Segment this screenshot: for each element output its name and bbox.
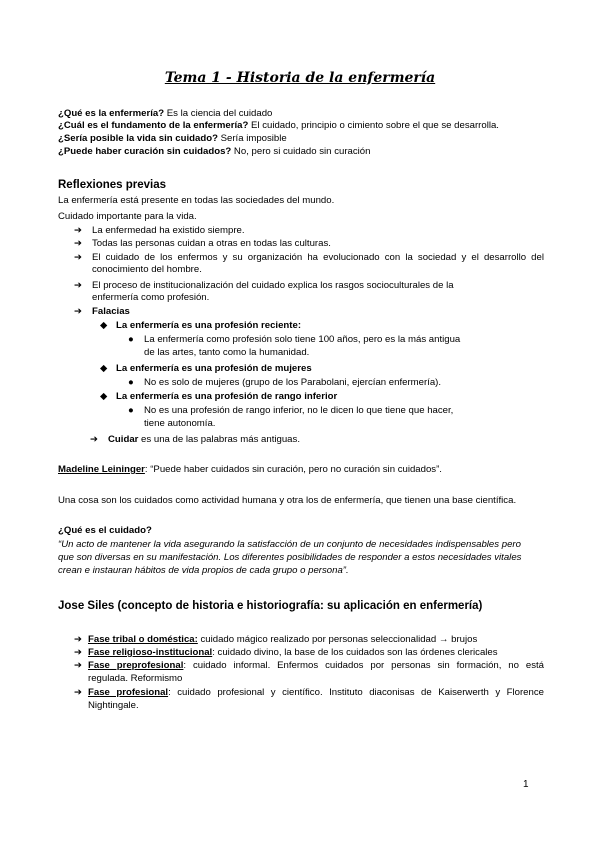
falacia-text: No es una profesión de rango inferior, no le dicen lo que tiene que hacer,	[144, 405, 454, 416]
quote-line: “Un acto de mantener la vida asegurando la satisfacción de un conjunto de necesidades indispensables pero	[58, 539, 521, 550]
falacia-text: No es solo de mujeres (grupo de los Parabolani, ejercían enfermería).	[144, 377, 442, 388]
falacia-text: La enfermería como profesión solo tiene 100 años, pero es la más antigua	[144, 334, 461, 345]
list-item: Todas las personas cuidan a otras en todas las culturas.	[92, 238, 331, 249]
section-heading: Reflexiones previas	[58, 179, 167, 191]
arrow-icon: ➔	[74, 280, 83, 291]
cuidar-text: es una de las palabras más antiguas.	[138, 434, 300, 445]
intro-line: ¿Cuál es el fundamento de la enfermería? El cuidado, principio o cimiento sobre el que se desarrolla.	[58, 120, 499, 131]
list-item-cont: conocimiento del hombre.	[92, 264, 202, 275]
intro-line: ¿Puede haber curación sin cuidados? No, pero si cuidado sin curación	[58, 146, 371, 157]
arrow-icon: ➔	[74, 306, 83, 317]
subheading: ¿Qué es el cuidado?	[58, 525, 152, 536]
arrow-icon: ➔	[90, 434, 99, 445]
fase-item-cont: regulada. Reformismo	[88, 673, 183, 684]
dot-icon: ●	[128, 334, 134, 345]
list-item: El proceso de institucionalización del cuidado explica los rasgos socioculturales de la	[92, 280, 454, 291]
arrow-icon: ➔	[74, 634, 83, 645]
diamond-icon: ◆	[100, 363, 108, 374]
leininger-quote: Madeline Leininger: “Puede haber cuidados sin curación, pero no curación sin cuidados”.	[58, 464, 442, 475]
paragraph: Cuidado importante para la vida.	[58, 211, 197, 222]
dot-icon: ●	[128, 405, 134, 416]
paragraph: La enfermería está presente en todas las sociedades del mundo.	[58, 195, 335, 206]
fase-item: Fase preprofesional: cuidado informal. Enfermos cuidados por personas sin formación, no está	[88, 660, 544, 671]
arrow-icon: ➔	[74, 238, 83, 249]
fase-item: Fase religioso-institucional: cuidado divino, la base de los cuidados son las órdenes clericales	[88, 647, 498, 658]
list-item: El cuidado de los enfermos y su organización ha evolucionado con la sociedad y el desarrollo del	[92, 252, 544, 263]
diamond-icon: ◆	[100, 391, 108, 402]
list-item: La enfermedad ha existido siempre.	[92, 225, 245, 236]
list-item-cont: enfermería como profesión.	[92, 292, 210, 303]
fase-item: Fase profesional: cuidado profesional y científico. Instituto diaconisas de Kaiserwerth y Florence	[88, 687, 544, 698]
arrow-icon: ➔	[74, 225, 83, 236]
fase-item: Fase tribal o doméstica: cuidado mágico realizado por personas seleccionalidad → brujos	[88, 634, 478, 645]
arrow-icon: ➔	[74, 687, 83, 698]
quote-line: crean e instauran hábitos de vida propios de cada grupo o persona”.	[58, 565, 349, 576]
dot-icon: ●	[128, 377, 134, 388]
list-item: Cuidar es una de las palabras más antiguas.	[108, 434, 300, 445]
intro-line: ¿Sería posible la vida sin cuidado? Sería imposible	[58, 133, 287, 144]
diamond-icon: ◆	[100, 320, 108, 331]
arrow-icon: ➔	[74, 660, 83, 671]
falacia-head: La enfermería es una profesión de mujeres	[116, 363, 312, 374]
arrow-icon: ➔	[74, 252, 83, 263]
page-number: 1	[523, 779, 529, 790]
falacia-text: de las artes, tanto como la humanidad.	[144, 347, 310, 358]
page-title: Tema 1 - Historia de la enfermería	[164, 70, 436, 86]
paragraph: Una cosa son los cuidados como actividad humana y otra los de enfermería, que tienen una base científica.	[58, 495, 517, 506]
falacia-head: La enfermería es una profesión de rango inferior	[116, 391, 338, 402]
falacia-head: La enfermería es una profesión reciente:	[116, 320, 302, 331]
section-heading: Jose Siles (concepto de historia e historiografía: su aplicación en enfermería)	[58, 600, 483, 612]
fase-item-cont: Nightingale.	[88, 700, 139, 711]
intro-line: ¿Qué es la enfermería? Es la ciencia del cuidado	[58, 108, 273, 119]
quote-line: que son diversas en su manifestación. Los diferentes posibilidades de responder a estos necesidades vitales	[58, 552, 522, 563]
falacias-label: Falacias	[92, 306, 130, 317]
arrow-icon: ➔	[74, 647, 83, 658]
falacia-text: tiene autonomía.	[144, 418, 216, 429]
